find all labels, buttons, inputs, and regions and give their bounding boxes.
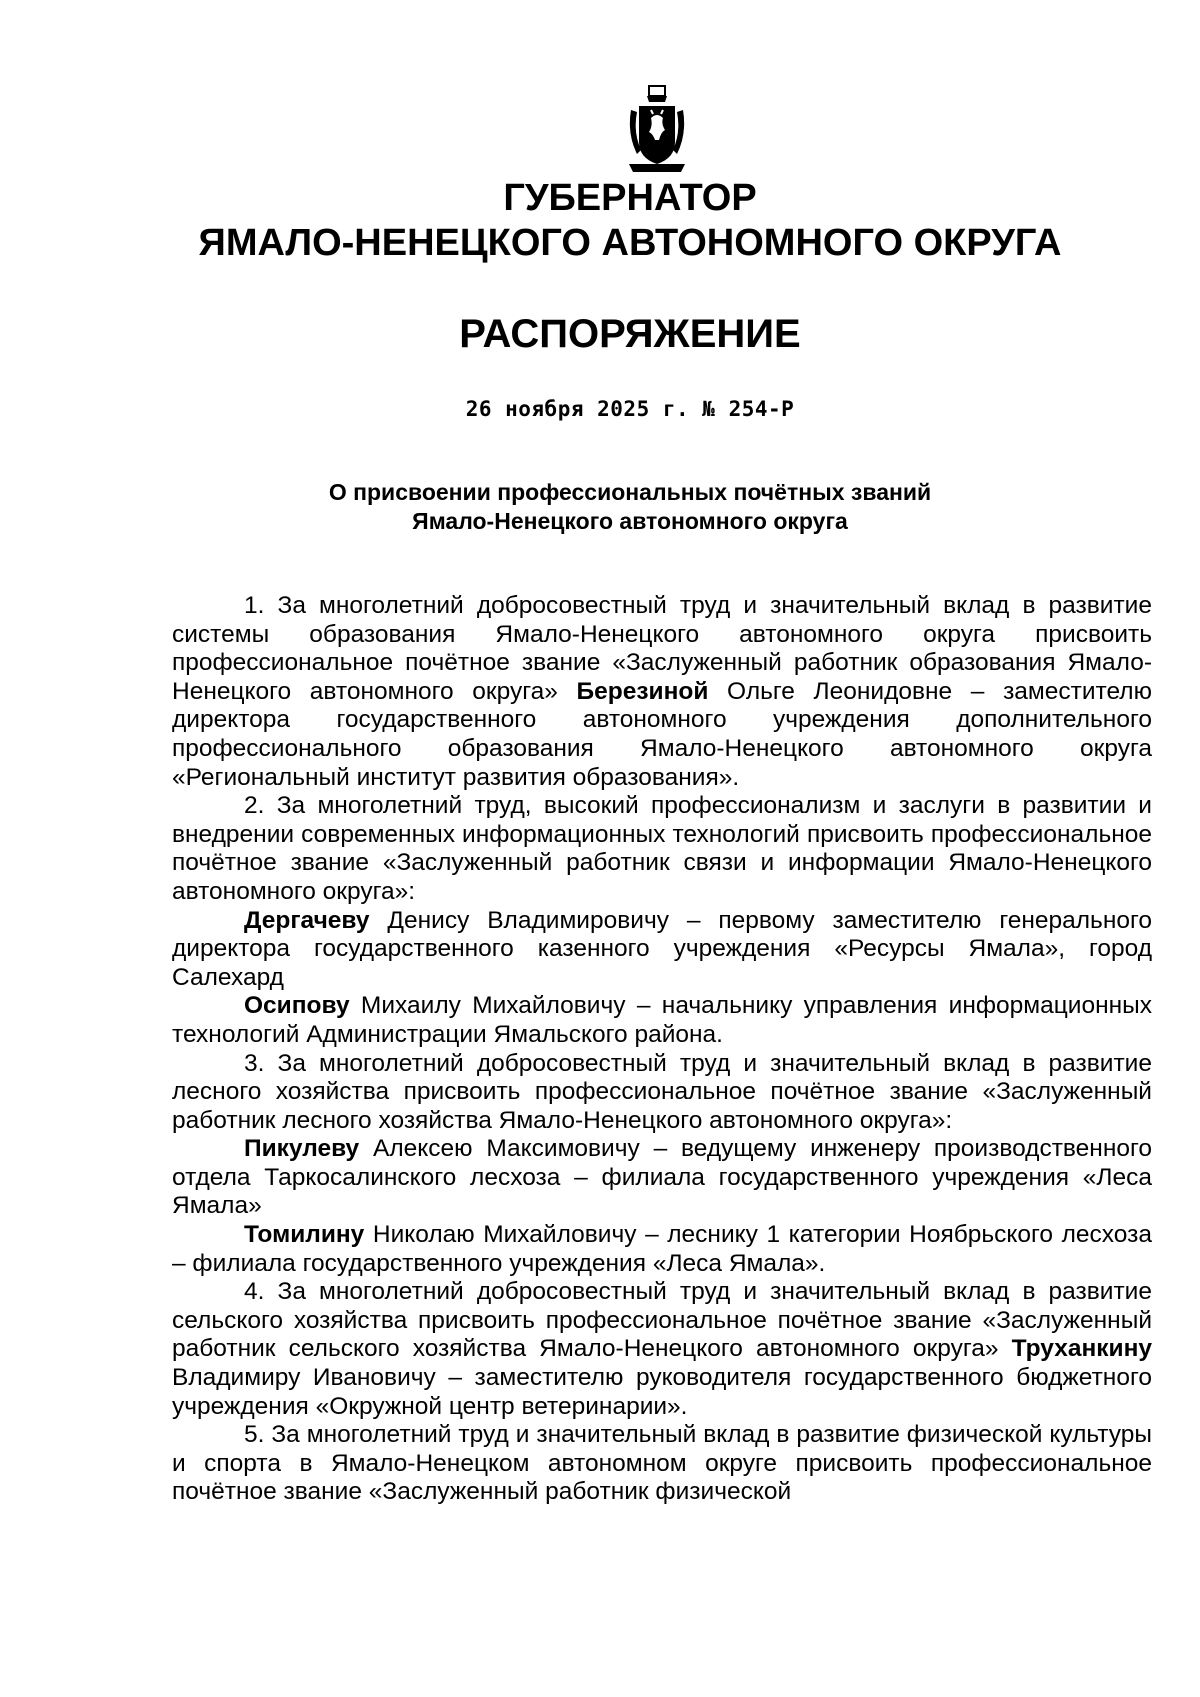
awardee-name: Осипову [244,992,350,1020]
paragraph-3-awardee-1: Пикулеву Алексею Максимовичу – ведущему инженеру производственного отдела Таркосалинского лесхоза – филиала государственного учреждения «Леса Ямала» [172,1135,1152,1220]
awardee-name: Березиной [576,677,709,705]
authority-title-line1: ГУБЕРНАТОР [503,177,757,219]
awardee-name: Труханкину [1011,1335,1152,1363]
paragraph-2-awardee-2: Осипову Михаилу Михайловичу – начальнику управления информационных технологий Администрации Ямальского района. [172,992,1152,1048]
paragraph-2: 2. За многолетний труд, высокий профессионализм и заслуги в развитии и внедрении современных информационных технологий присвоить профессиональное почётное звание «Заслуженный работник связи и информации Ямало-Ненецкого автономного округа»: [172,792,1152,905]
document-date-number: 26 ноября 2025 г. № 254-Р [465,397,795,421]
awardee-name: Дергачеву [244,906,370,934]
paragraph-5: 5. За многолетний труд и значительный вклад в развитие физической культуры и спорта в Ямало-Ненецком автономном округе присвоить профессиональное почётное звание «Заслуженный работник физической [172,1421,1152,1506]
paragraph-4: 4. За многолетний добросовестный труд и значительный вклад в развитие сельского хозяйства присвоить профессиональное почётное звание «Заслуженный работник сельского хозяйства Ямало-Ненецкого автономного округа» Труханкину Владимиру Ивановичу – заместителю руководителя государственного бюджетного учреждения «Окружной центр ветеринарии». [172,1278,1152,1420]
document-type-title: РАСПОРЯЖЕНИЕ [459,312,801,356]
paragraph-2-awardee-1: Дергачеву Денису Владимировичу – первому заместителю генерального директора государственного казенного учреждения «Ресурсы Ямала», город Салехард [172,906,1152,991]
document-body [172,592,1152,1507]
awardee-name: Пикулеву [244,1135,360,1163]
coat-of-arms-icon [625,84,689,176]
paragraph-3-awardee-2: Томилину Николаю Михайловичу – леснику 1 категории Ноябрьского лесхоза – филиала государственного учреждения «Леса Ямала». [172,1221,1152,1277]
authority-title-line2: ЯМАЛО-НЕНЕЦКОГО АВТОНОМНОГО ОКРУГА [198,222,1062,264]
subject-line1: О присвоении профессиональных почётных званий [328,479,932,505]
subject-line2: Ямало-Ненецкого автономного округа [412,508,848,534]
paragraph-3: 3. За многолетний добросовестный труд и значительный вклад в развитие лесного хозяйства присвоить профессиональное почётное звание «Заслуженный работник лесного хозяйства Ямало-Ненецкого автономного округа»: [172,1049,1152,1134]
awardee-name: Томилину [244,1221,365,1249]
paragraph-1: 1. За многолетний добросовестный труд и значительный вклад в развитие системы образования Ямало-Ненецкого автономного округа присвоить профессиональное почётное звание «Заслуженный работник образования Ямало-Ненецкого автономного округа» Березиной Ольге Леонидовне – заместителю директора государственного автономного учреждения дополнительного профессионального образования Ямало-Ненецкого автономного округа «Региональный институт развития образования». [172,592,1152,791]
document-subject [0,478,1200,536]
